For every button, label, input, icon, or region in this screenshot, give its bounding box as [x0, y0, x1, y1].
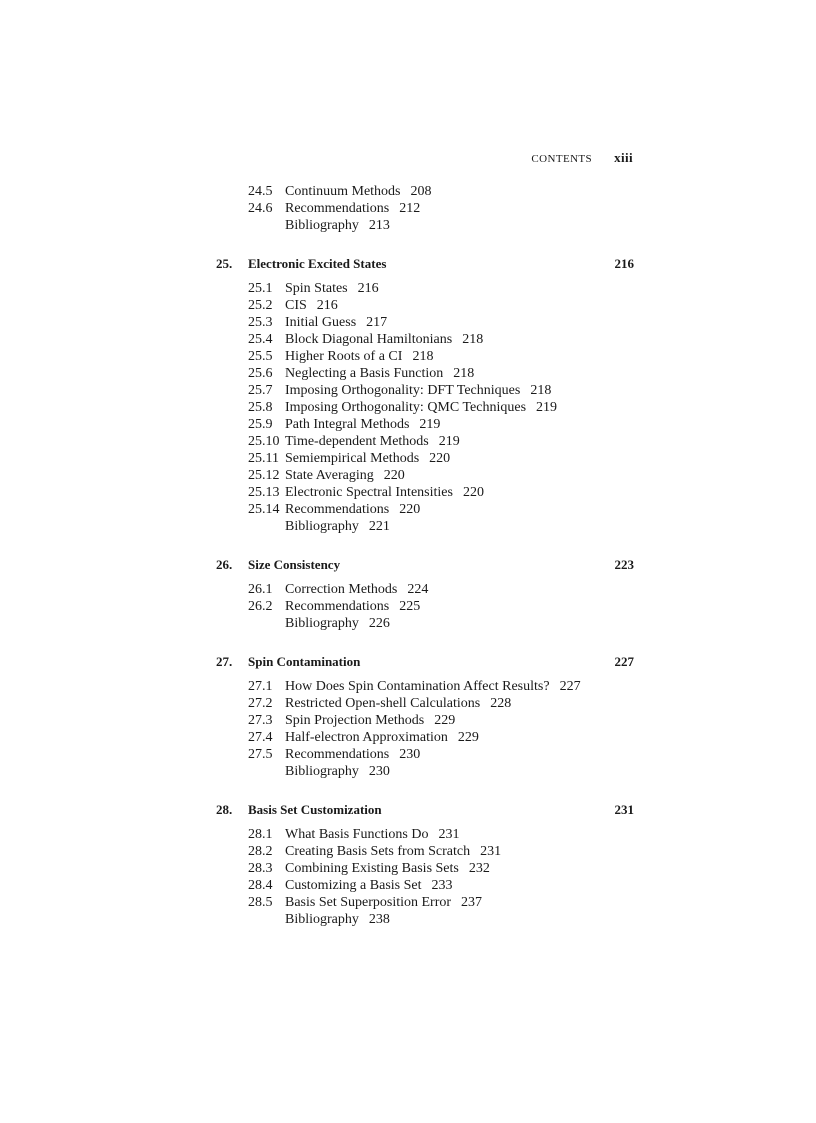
- section-title: Customizing a Basis Set: [285, 878, 422, 893]
- section-number: 25.8: [248, 400, 273, 415]
- section-page: 230: [368, 764, 390, 779]
- section-number: 26.2: [248, 599, 273, 614]
- section-title: Correction Methods: [285, 582, 398, 597]
- chapter-title: Spin Contamination: [248, 654, 361, 669]
- chapter-heading: [216, 255, 634, 272]
- section-number: 25.9: [248, 417, 273, 432]
- toc-entry: [248, 695, 634, 712]
- section-title: Bibliography: [285, 764, 359, 779]
- section-title: Spin States: [285, 281, 348, 296]
- section-number: 25.3: [248, 315, 273, 330]
- chapter-page: 223: [614, 557, 634, 572]
- section-title: State Averaging: [285, 468, 374, 483]
- section-title: Imposing Orthogonality: DFT Techniques: [285, 383, 521, 398]
- section-page: 237: [461, 895, 483, 910]
- section-page: 219: [419, 417, 441, 432]
- running-head-label: CONTENTS: [531, 153, 593, 165]
- chapter-page: 231: [614, 802, 634, 817]
- chapter-heading: [216, 653, 634, 670]
- page-folio: xiii: [614, 150, 633, 165]
- section-number: 25.11: [248, 451, 279, 466]
- section-page: 224: [407, 582, 429, 597]
- section-number: 25.10: [248, 434, 280, 449]
- toc-entry: [248, 581, 634, 598]
- section-number: 28.5: [248, 895, 273, 910]
- section-number: 24.6: [248, 201, 273, 216]
- chapter-entries: [216, 280, 634, 535]
- section-number: 24.5: [248, 184, 273, 199]
- chapter-entries: [216, 581, 634, 632]
- section-title: Path Integral Methods: [285, 417, 410, 432]
- section-title: Initial Guess: [285, 315, 357, 330]
- section-title: Bibliography: [285, 519, 359, 534]
- section-page: 231: [480, 844, 502, 859]
- toc-entry: [248, 843, 634, 860]
- toc-entry: [248, 894, 634, 911]
- section-title: Recommendations: [285, 599, 390, 614]
- section-title: Block Diagonal Hamiltonians: [285, 332, 453, 347]
- toc-entry: [248, 297, 634, 314]
- section-page: 208: [410, 184, 432, 199]
- toc-entry: [248, 200, 634, 217]
- toc-entry: [248, 615, 634, 632]
- chapter-title: Basis Set Customization: [248, 802, 382, 817]
- section-title: Higher Roots of a CI: [285, 349, 403, 364]
- toc-entry: [248, 678, 634, 695]
- section-title: Restricted Open-shell Calculations: [285, 696, 481, 711]
- section-title: Spin Projection Methods: [285, 713, 425, 728]
- chapter-heading: [216, 801, 634, 818]
- toc-entry: [248, 450, 634, 467]
- section-page: 218: [530, 383, 552, 398]
- section-page: 238: [368, 912, 390, 927]
- section-page: 216: [357, 281, 379, 296]
- section-number: 27.2: [248, 696, 273, 711]
- section-number: [248, 518, 285, 535]
- chapter-page: 216: [614, 256, 634, 271]
- running-head: [531, 150, 633, 166]
- section-number: 25.6: [248, 366, 273, 381]
- chapter-entries: [216, 678, 634, 780]
- chapter-number: 26.: [216, 557, 233, 572]
- section-page: 219: [438, 434, 460, 449]
- toc-entry: [248, 598, 634, 615]
- toc-entry: [248, 484, 634, 501]
- section-number: 28.2: [248, 844, 273, 859]
- section-number: [248, 763, 285, 780]
- chapter-page: 227: [614, 654, 634, 669]
- section-number: 25.13: [248, 485, 280, 500]
- section-page: 231: [438, 827, 460, 842]
- section-page: 218: [453, 366, 475, 381]
- section-number: 27.4: [248, 730, 273, 745]
- toc-entry: [248, 860, 634, 877]
- section-number: 25.2: [248, 298, 273, 313]
- toc-entry: [248, 877, 634, 894]
- table-of-contents: [216, 183, 634, 928]
- section-number: 25.1: [248, 281, 273, 296]
- section-title: Creating Basis Sets from Scratch: [285, 844, 471, 859]
- section-number: 27.1: [248, 679, 273, 694]
- section-page: 219: [536, 400, 558, 415]
- section-number: 28.4: [248, 878, 273, 893]
- section-page: 227: [559, 679, 581, 694]
- toc-entry: [248, 746, 634, 763]
- section-page: 233: [431, 878, 453, 893]
- toc-entry: [248, 280, 634, 297]
- section-page: 213: [368, 218, 390, 233]
- section-number: 25.14: [248, 502, 280, 517]
- section-number: 25.7: [248, 383, 273, 398]
- section-title: Imposing Orthogonality: QMC Techniques: [285, 400, 527, 415]
- section-number: 26.1: [248, 582, 273, 597]
- section-number: [248, 911, 285, 928]
- toc-entry: [248, 763, 634, 780]
- section-title: Recommendations: [285, 747, 390, 762]
- section-number: 25.4: [248, 332, 273, 347]
- section-title: Bibliography: [285, 912, 359, 927]
- toc-entry: [248, 331, 634, 348]
- chapter-title: Size Consistency: [248, 557, 341, 572]
- toc-entry: [248, 911, 634, 928]
- toc-entry: [248, 217, 634, 234]
- section-title: Bibliography: [285, 616, 359, 631]
- section-title: Continuum Methods: [285, 184, 401, 199]
- section-title: Semiempirical Methods: [285, 451, 420, 466]
- section-page: 220: [462, 485, 484, 500]
- toc-entry: [248, 712, 634, 729]
- section-page: 217: [366, 315, 388, 330]
- section-title: What Basis Functions Do: [285, 827, 429, 842]
- continued-entries: [216, 183, 634, 234]
- section-page: 225: [399, 599, 421, 614]
- toc-entry: [248, 501, 634, 518]
- toc-entry: [248, 729, 634, 746]
- section-number: 27.3: [248, 713, 273, 728]
- section-page: 221: [368, 519, 390, 534]
- section-page: 212: [399, 201, 421, 216]
- toc-entry: [248, 416, 634, 433]
- section-page: 232: [468, 861, 490, 876]
- section-number: [248, 217, 285, 234]
- toc-entry: [248, 348, 634, 365]
- section-number: 27.5: [248, 747, 273, 762]
- section-number: [248, 615, 285, 632]
- section-number: 28.1: [248, 827, 273, 842]
- toc-entry: [248, 467, 634, 484]
- toc-entry: [248, 382, 634, 399]
- section-page: 228: [490, 696, 512, 711]
- toc-entry: [248, 399, 634, 416]
- section-page: 229: [434, 713, 456, 728]
- section-title: Bibliography: [285, 218, 359, 233]
- toc-entry: [248, 183, 634, 200]
- section-page: 230: [399, 747, 421, 762]
- section-title: Half-electron Approximation: [285, 730, 448, 745]
- chapter-entries: [216, 826, 634, 928]
- section-page: 220: [429, 451, 451, 466]
- toc-entry: [248, 518, 634, 535]
- section-page: 216: [316, 298, 338, 313]
- section-page: 229: [457, 730, 479, 745]
- chapter-title: Electronic Excited States: [248, 256, 387, 271]
- section-title: How Does Spin Contamination Affect Results?: [285, 679, 550, 694]
- section-page: 218: [462, 332, 484, 347]
- chapter-heading: [216, 556, 634, 573]
- toc-entry: [248, 365, 634, 382]
- chapter-number: 27.: [216, 654, 233, 669]
- section-page: 218: [412, 349, 434, 364]
- section-title: CIS: [285, 298, 307, 313]
- section-number: 25.12: [248, 468, 280, 483]
- section-title: Recommendations: [285, 201, 390, 216]
- section-number: 25.5: [248, 349, 273, 364]
- section-title: Basis Set Superposition Error: [285, 895, 452, 910]
- toc-entry: [248, 433, 634, 450]
- section-title: Recommendations: [285, 502, 390, 517]
- section-page: 226: [368, 616, 390, 631]
- section-title: Combining Existing Basis Sets: [285, 861, 459, 876]
- toc-entry: [248, 826, 634, 843]
- section-title: Time-dependent Methods: [285, 434, 429, 449]
- section-page: 220: [399, 502, 421, 517]
- toc-entry: [248, 314, 634, 331]
- section-page: 220: [383, 468, 405, 483]
- chapter-number: 28.: [216, 802, 233, 817]
- chapter-number: 25.: [216, 256, 233, 271]
- section-title: Neglecting a Basis Function: [285, 366, 444, 381]
- section-title: Electronic Spectral Intensities: [285, 485, 453, 500]
- section-number: 28.3: [248, 861, 273, 876]
